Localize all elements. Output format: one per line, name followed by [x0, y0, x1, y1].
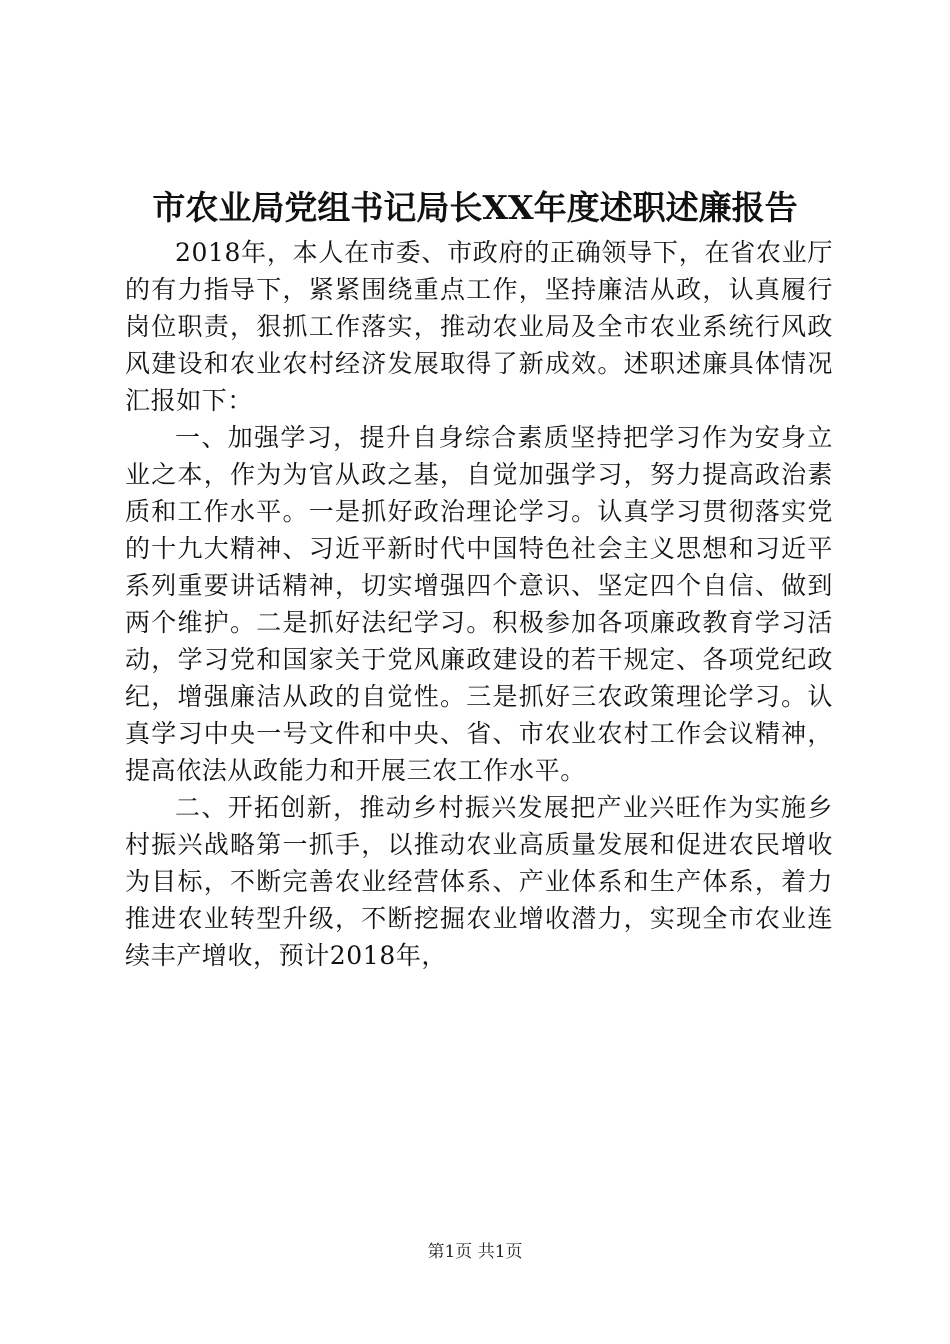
paragraph-section-2: 二、开拓创新，推动乡村振兴发展把产业兴旺作为实施乡村振兴战略第一抓手，以推动农业高质量发展和促进农民增收为目标，不断完善农业经营体系、产业体系和生产体系，着力推进农业转型升级，不断挖掘农业增收潜力，实现全市农业连续丰产增收，预计2018年，	[125, 793, 833, 970]
page-number-footer: 第1页 共1页	[427, 1242, 523, 1262]
document-body	[125, 234, 833, 974]
paragraph-section-1: 一、加强学习，提升自身综合素质坚持把学习作为安身立业之本，作为为官从政之基，自觉加强学习，努力提高政治素质和工作水平。一是抓好政治理论学习。认真学习贯彻落实党的十九大精神、习近平新时代中国特色社会主义思想和习近平系列重要讲话精神，切实增强四个意识、坚定四个自信、做到两个维护。二是抓好法纪学习。积极参加各项廉政教育学习活动，学习党和国家关于党风廉政建设的若干规定、各项党纪政纪，增强廉洁从政的自觉性。三是抓好三农政策理论学习。认真学习中央一号文件和中央、省、市农业农村工作会议精神，提高依法从政能力和开展三农工作水平。	[125, 423, 833, 785]
paragraph-intro: 2018年，本人在市委、市政府的正确领导下，在省农业厅的有力指导下，紧紧围绕重点工作，坚持廉洁从政，认真履行岗位职责，狠抓工作落实，推动农业局及全市农业系统行风政风建设和农业农村经济发展取得了新成效。述职述廉具体情况汇报如下：	[125, 238, 833, 415]
document-title: 市农业局党组书记局长XX年度述职述廉报告	[152, 188, 798, 227]
